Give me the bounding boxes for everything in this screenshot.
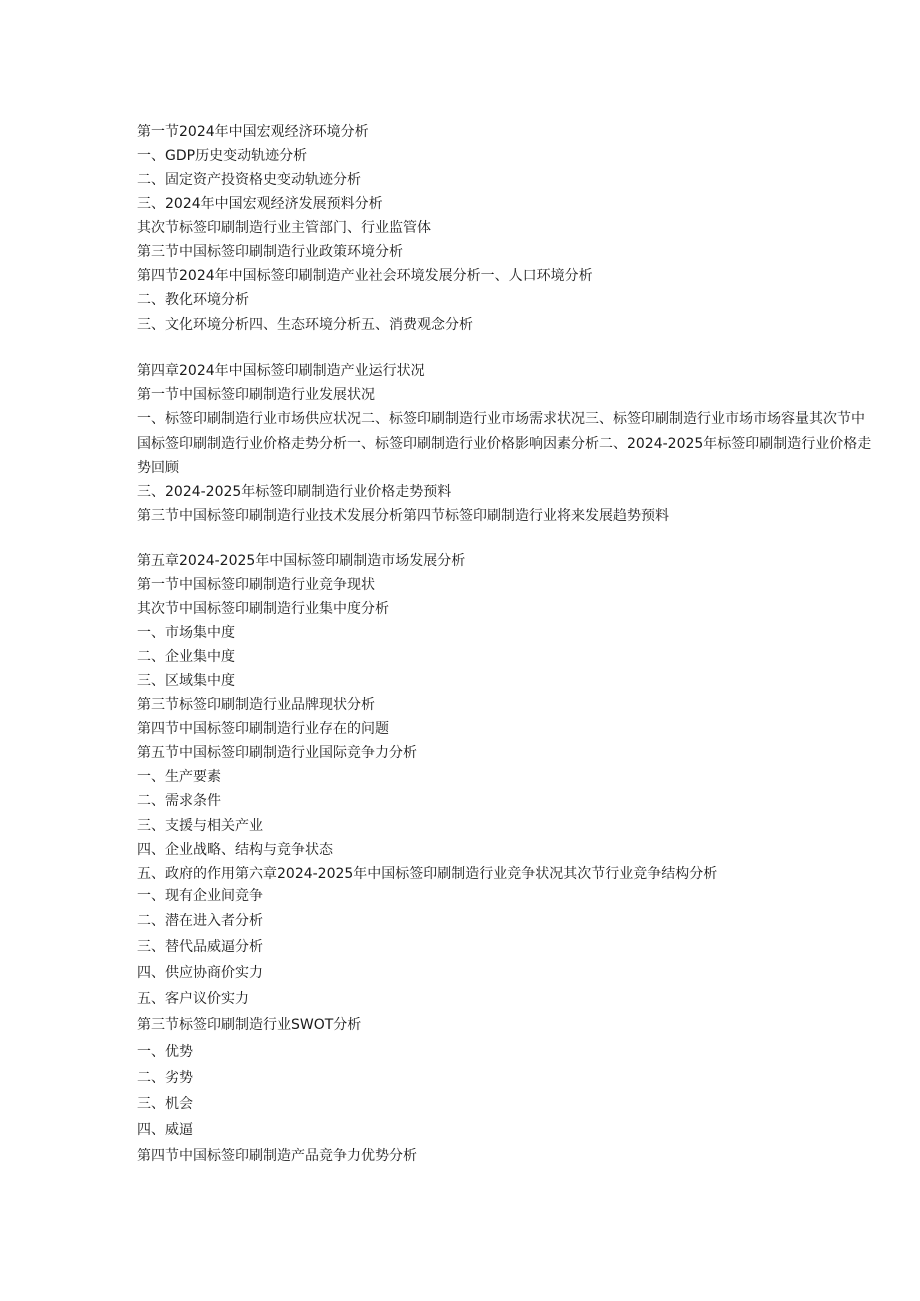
toc-line: 四、企业战略、结构与竞争状态 bbox=[137, 842, 333, 858]
toc-line: 第三节中国标签印刷制造行业技术发展分析第四节标签印刷制造行业将来发展趋势预料 bbox=[137, 508, 669, 524]
toc-line: 一、市场集中度 bbox=[137, 625, 235, 641]
toc-line: 第三节标签印刷制造行业品牌现状分析 bbox=[137, 697, 375, 713]
toc-line: 三、文化环境分析四、生态环境分析五、消费观念分析 bbox=[137, 317, 473, 333]
toc-line: 三、2024年中国宏观经济发展预料分析 bbox=[137, 196, 383, 212]
toc-line: 第一节中国标签印刷制造行业发展状况 bbox=[137, 387, 375, 403]
toc-line: 一、GDP历史变动轨迹分析 bbox=[137, 148, 308, 164]
toc-line: 一、现有企业间竞争 bbox=[137, 888, 263, 904]
toc-line: 第三节标签印刷制造行业SWOT分析 bbox=[137, 1017, 362, 1033]
toc-line: 第四节中国标签印刷制造行业存在的问题 bbox=[137, 721, 389, 737]
toc-line: 一、生产要素 bbox=[137, 769, 221, 785]
toc-line: 其次节标签印刷制造行业主管部门、行业监管体 bbox=[137, 220, 431, 236]
toc-line: 其次节中国标签印刷制造行业集中度分析 bbox=[137, 601, 389, 617]
toc-line: 第四节中国标签印刷制造产品竞争力优势分析 bbox=[137, 1148, 417, 1164]
toc-line: 第三节中国标签印刷制造行业政策环境分析 bbox=[137, 244, 403, 260]
chapter-heading: 第四章2024年中国标签印刷制造产业运行状况 bbox=[137, 363, 425, 379]
toc-line: 五、政府的作用第六章2024-2025年中国标签印刷制造行业竞争状况其次节行业竞争结构分析 bbox=[137, 866, 718, 882]
chapter-heading: 第五章2024-2025年中国标签印刷制造市场发展分析 bbox=[137, 553, 466, 569]
toc-line: 二、固定资产投资格史变动轨迹分析 bbox=[137, 172, 361, 188]
toc-line: 二、需求条件 bbox=[137, 793, 221, 809]
toc-paragraph: 一、标签印刷制造行业市场供应状况二、标签印刷制造行业市场需求状况三、标签印刷制造行业市场市场容量其次节中国标签印刷制造行业价格走势分析一、标签印刷制造行业价格影响因素分析二、2024-2025年标签印刷制造行业价格走势回顾 bbox=[137, 411, 872, 476]
toc-line: 二、劣势 bbox=[137, 1070, 193, 1086]
toc-line: 四、供应协商价实力 bbox=[137, 965, 263, 981]
toc-line: 二、企业集中度 bbox=[137, 649, 235, 665]
toc-line: 三、支援与相关产业 bbox=[137, 818, 263, 834]
toc-line: 五、客户议价实力 bbox=[137, 991, 249, 1007]
toc-line: 第一节中国标签印刷制造行业竞争现状 bbox=[137, 577, 375, 593]
toc-line: 三、区域集中度 bbox=[137, 673, 235, 689]
toc-line: 三、替代品威逼分析 bbox=[137, 939, 263, 955]
toc-line: 四、威逼 bbox=[137, 1122, 193, 1138]
toc-line: 一、优势 bbox=[137, 1044, 193, 1060]
toc-line: 三、机会 bbox=[137, 1096, 193, 1112]
toc-line: 二、潜在进入者分析 bbox=[137, 913, 263, 929]
toc-line: 三、2024-2025年标签印刷制造行业价格走势预料 bbox=[137, 484, 452, 500]
toc-line: 第四节2024年中国标签印刷制造产业社会环境发展分析一、人口环境分析 bbox=[137, 268, 593, 284]
toc-line: 第五节中国标签印刷制造行业国际竞争力分析 bbox=[137, 745, 417, 761]
toc-line: 第一节2024年中国宏观经济环境分析 bbox=[137, 124, 369, 140]
toc-line: 二、教化环境分析 bbox=[137, 292, 249, 308]
